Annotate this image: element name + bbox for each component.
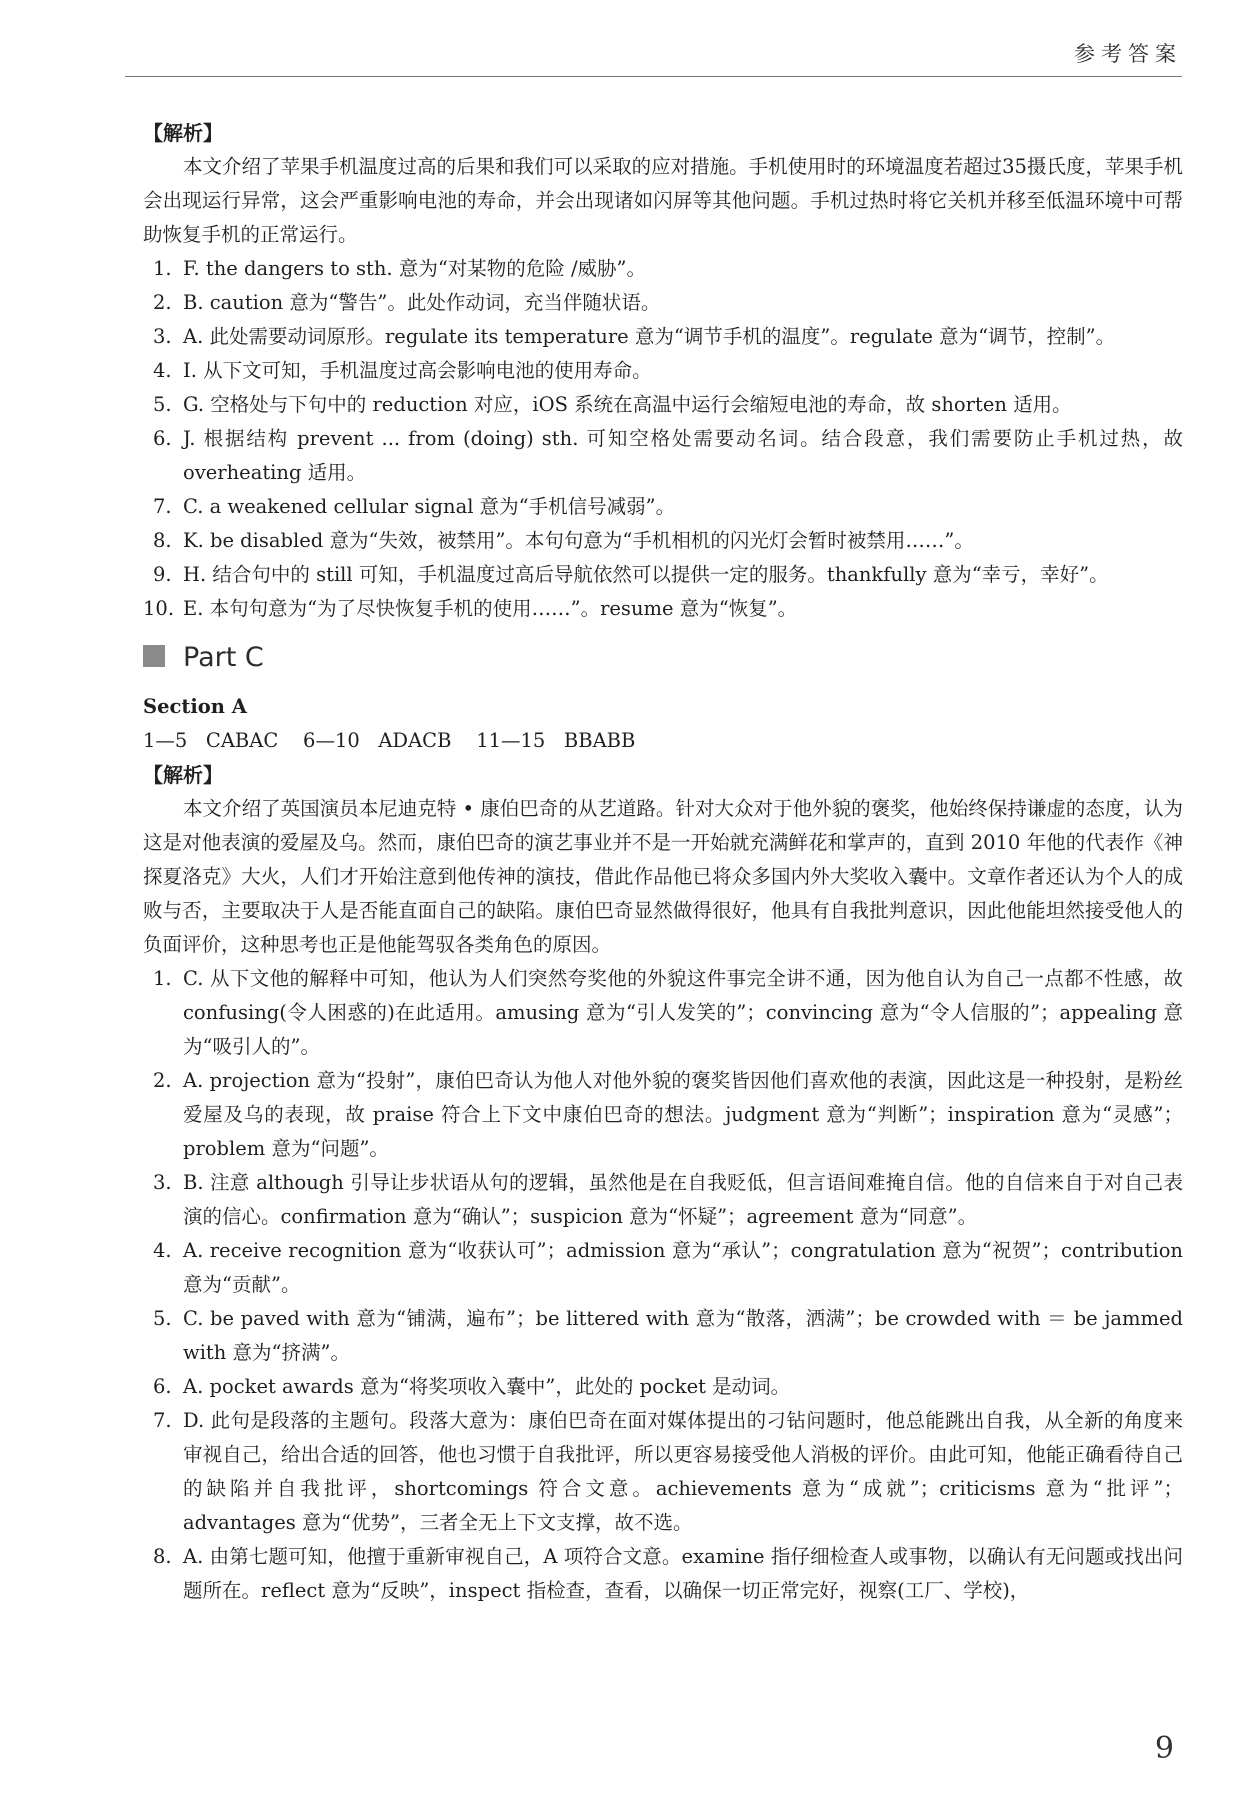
item-number: 8. — [153, 1545, 172, 1568]
item-text: B. caution 意为“警告”。此处作动词，充当伴随状语。 — [183, 291, 661, 314]
explanation-item — [143, 1064, 1183, 1166]
explanation-item — [143, 388, 1183, 422]
square-bullet-icon — [143, 645, 165, 667]
explanation-item — [143, 286, 1183, 320]
explanation-item — [143, 422, 1183, 490]
item-number: 7. — [153, 1409, 172, 1432]
item-number: 1. — [153, 257, 172, 280]
explanation-item — [143, 320, 1183, 354]
explanation-item — [143, 1166, 1183, 1234]
answer-key: 1—5 CABAC 6—10 ADACB 11—15 BBABB — [143, 729, 636, 752]
item-number: 10. — [143, 597, 175, 620]
explanation-item — [143, 252, 1183, 286]
item-text: A. pocket awards 意为“将奖项收入囊中”，此处的 pocket 是动词。 — [183, 1375, 791, 1398]
item-text: G. 空格处与下句中的 reduction 对应，iOS 系统在高温中运行会缩短电池的寿命，故 shorten 适用。 — [183, 393, 1072, 416]
explanation-item — [143, 1302, 1183, 1370]
explanation-item — [143, 1234, 1183, 1302]
item-number: 4. — [153, 359, 172, 382]
part-c-heading — [143, 634, 1183, 682]
explanation-item — [143, 490, 1183, 524]
item-text: C. be paved with 意为“铺满，遍布”；be littered with 意为“散落，洒满”；be crowded with ＝ be jammed with 意为“挤满”。 — [183, 1307, 1183, 1364]
item-number: 7. — [153, 495, 172, 518]
item-number: 5. — [153, 393, 172, 416]
running-header: 参考答案 — [1074, 42, 1182, 66]
explanation-item — [143, 592, 1183, 626]
passage-summary: 本文介绍了苹果手机温度过高的后果和我们可以采取的应对措施。手机使用时的环境温度若超过35摄氏度，苹果手机会出现运行异常，这会严重影响电池的寿命，并会出现诸如闪屏等其他问题。手机过热时将它关机并移至低温环境中可帮助恢复手机的正常运行。 — [143, 155, 1183, 246]
analysis-label: 【解析】 — [143, 121, 223, 145]
answer-explanations-c — [143, 962, 1183, 1608]
passage-summary: 本文介绍了英国演员本尼迪克特 • 康伯巴奇的从艺道路。针对大众对于他外貌的褒奖，他始终保持谦虚的态度，认为这是对他表演的爱屋及乌。然而，康伯巴奇的演艺事业并不是一开始就充满鲜花和掌声的，直到 2010 年他的代表作《神探夏洛克》大火，人们才开始注意到他传神的演技，借此作品他已将众多国内外大奖收入囊中。文章作者还认为个人的成败与否，主要取决于人是否能直面自己的缺陷。康伯巴奇显然做得很好，他具有自我批判意识，因此他能坦然接受他人的负面评价，这种思考也正是他能驾驭各类角色的原因。 — [143, 797, 1183, 956]
item-number: 4. — [153, 1239, 172, 1262]
explanation-item — [143, 1540, 1183, 1608]
item-text: K. be disabled 意为“失效，被禁用”。本句句意为“手机相机的闪光灯会暂时被禁用……”。 — [183, 529, 974, 552]
item-number: 2. — [153, 291, 172, 314]
explanation-item — [143, 962, 1183, 1064]
item-text: D. 此句是段落的主题句。段落大意为：康伯巴奇在面对媒体提出的刁钻问题时，他总能跳出自我，从全新的角度来审视自己，给出合适的回答，他也习惯于自我批评，所以更容易接受他人消极的评价。由此可知，他能正确看待自己的缺陷并自我批评，shortcomings 符合文意。achievements 意为“成就”；criticisms 意为“批评”；advantages 意为“优势”，三者全无上下文支撑，故不选。 — [183, 1409, 1183, 1534]
item-text: H. 结合句中的 still 可知，手机温度过高后导航依然可以提供一定的服务。thankfully 意为“幸亏，幸好”。 — [183, 563, 1109, 586]
header-rule — [125, 76, 1182, 77]
item-text: B. 注意 although 引导让步状语从句的逻辑，虽然他是在自我贬低，但言语间难掩自信。他的自信来自于对自己表演的信心。confirmation 意为“确认”；suspicion 意为“怀疑”；agreement 意为“同意”。 — [183, 1171, 1183, 1228]
item-number: 3. — [153, 325, 172, 348]
item-text: J. 根据结构 prevent ... from (doing) sth. 可知空格处需要动名词。结合段意，我们需要防止手机过热，故 overheating 适用。 — [183, 427, 1183, 484]
explanation-item — [143, 1404, 1183, 1540]
explanation-item — [143, 524, 1183, 558]
item-text: A. receive recognition 意为“收获认可”；admission 意为“承认”；congratulation 意为“祝贺”；contribution 意为“贡献”。 — [183, 1239, 1183, 1296]
item-number: 5. — [153, 1307, 172, 1330]
section-label: Section A — [143, 695, 247, 718]
item-number: 2. — [153, 1069, 172, 1092]
item-text: A. 由第七题可知，他擅于重新审视自己，A 项符合文意。examine 指仔细检查人或事物，以确认有无问题或找出问题所在。reflect 意为“反映”，inspect 指检查，查看，以确保一切正常完好，视察(工厂、学校)， — [183, 1545, 1183, 1602]
explanation-item — [143, 1370, 1183, 1404]
part-title: Part C — [183, 642, 264, 673]
explanation-item — [143, 558, 1183, 592]
item-number: 6. — [153, 427, 172, 450]
item-text: C. a weakened cellular signal 意为“手机信号减弱”。 — [183, 495, 676, 518]
item-text: F. the dangers to sth. 意为“对某物的危险 /威胁”。 — [183, 257, 647, 280]
item-number: 1. — [153, 967, 172, 990]
item-number: 6. — [153, 1375, 172, 1398]
item-text: I. 从下文可知，手机温度过高会影响电池的使用寿命。 — [183, 359, 652, 382]
item-text: A. projection 意为“投射”，康伯巴奇认为他人对他外貌的褒奖皆因他们喜欢他的表演，因此这是一种投射，是粉丝爱屋及乌的表现，故 praise 符合上下文中康伯巴奇的想法。judgment 意为“判断”；inspiration 意为“灵感”；problem 意为“问题”。 — [183, 1069, 1183, 1160]
explanation-item — [143, 354, 1183, 388]
analysis-label: 【解析】 — [143, 763, 223, 787]
page-content — [143, 116, 1183, 1608]
page-number: 9 — [1154, 1731, 1174, 1766]
item-number: 8. — [153, 529, 172, 552]
answer-explanations-b — [143, 252, 1183, 626]
item-text: C. 从下文他的解释中可知，他认为人们突然夸奖他的外貌这件事完全讲不通，因为他自认为自己一点都不性感，故 confusing(令人困惑的)在此适用。amusing 意为“引人发笑的”；convincing 意为“令人信服的”；appealing 意为“吸引人的”。 — [183, 967, 1183, 1058]
item-number: 3. — [153, 1171, 172, 1194]
item-text: E. 本句句意为“为了尽快恢复手机的使用……”。resume 意为“恢复”。 — [183, 597, 798, 620]
item-text: A. 此处需要动词原形。regulate its temperature 意为“调节手机的温度”。regulate 意为“调节，控制”。 — [183, 325, 1116, 348]
item-number: 9. — [153, 563, 172, 586]
